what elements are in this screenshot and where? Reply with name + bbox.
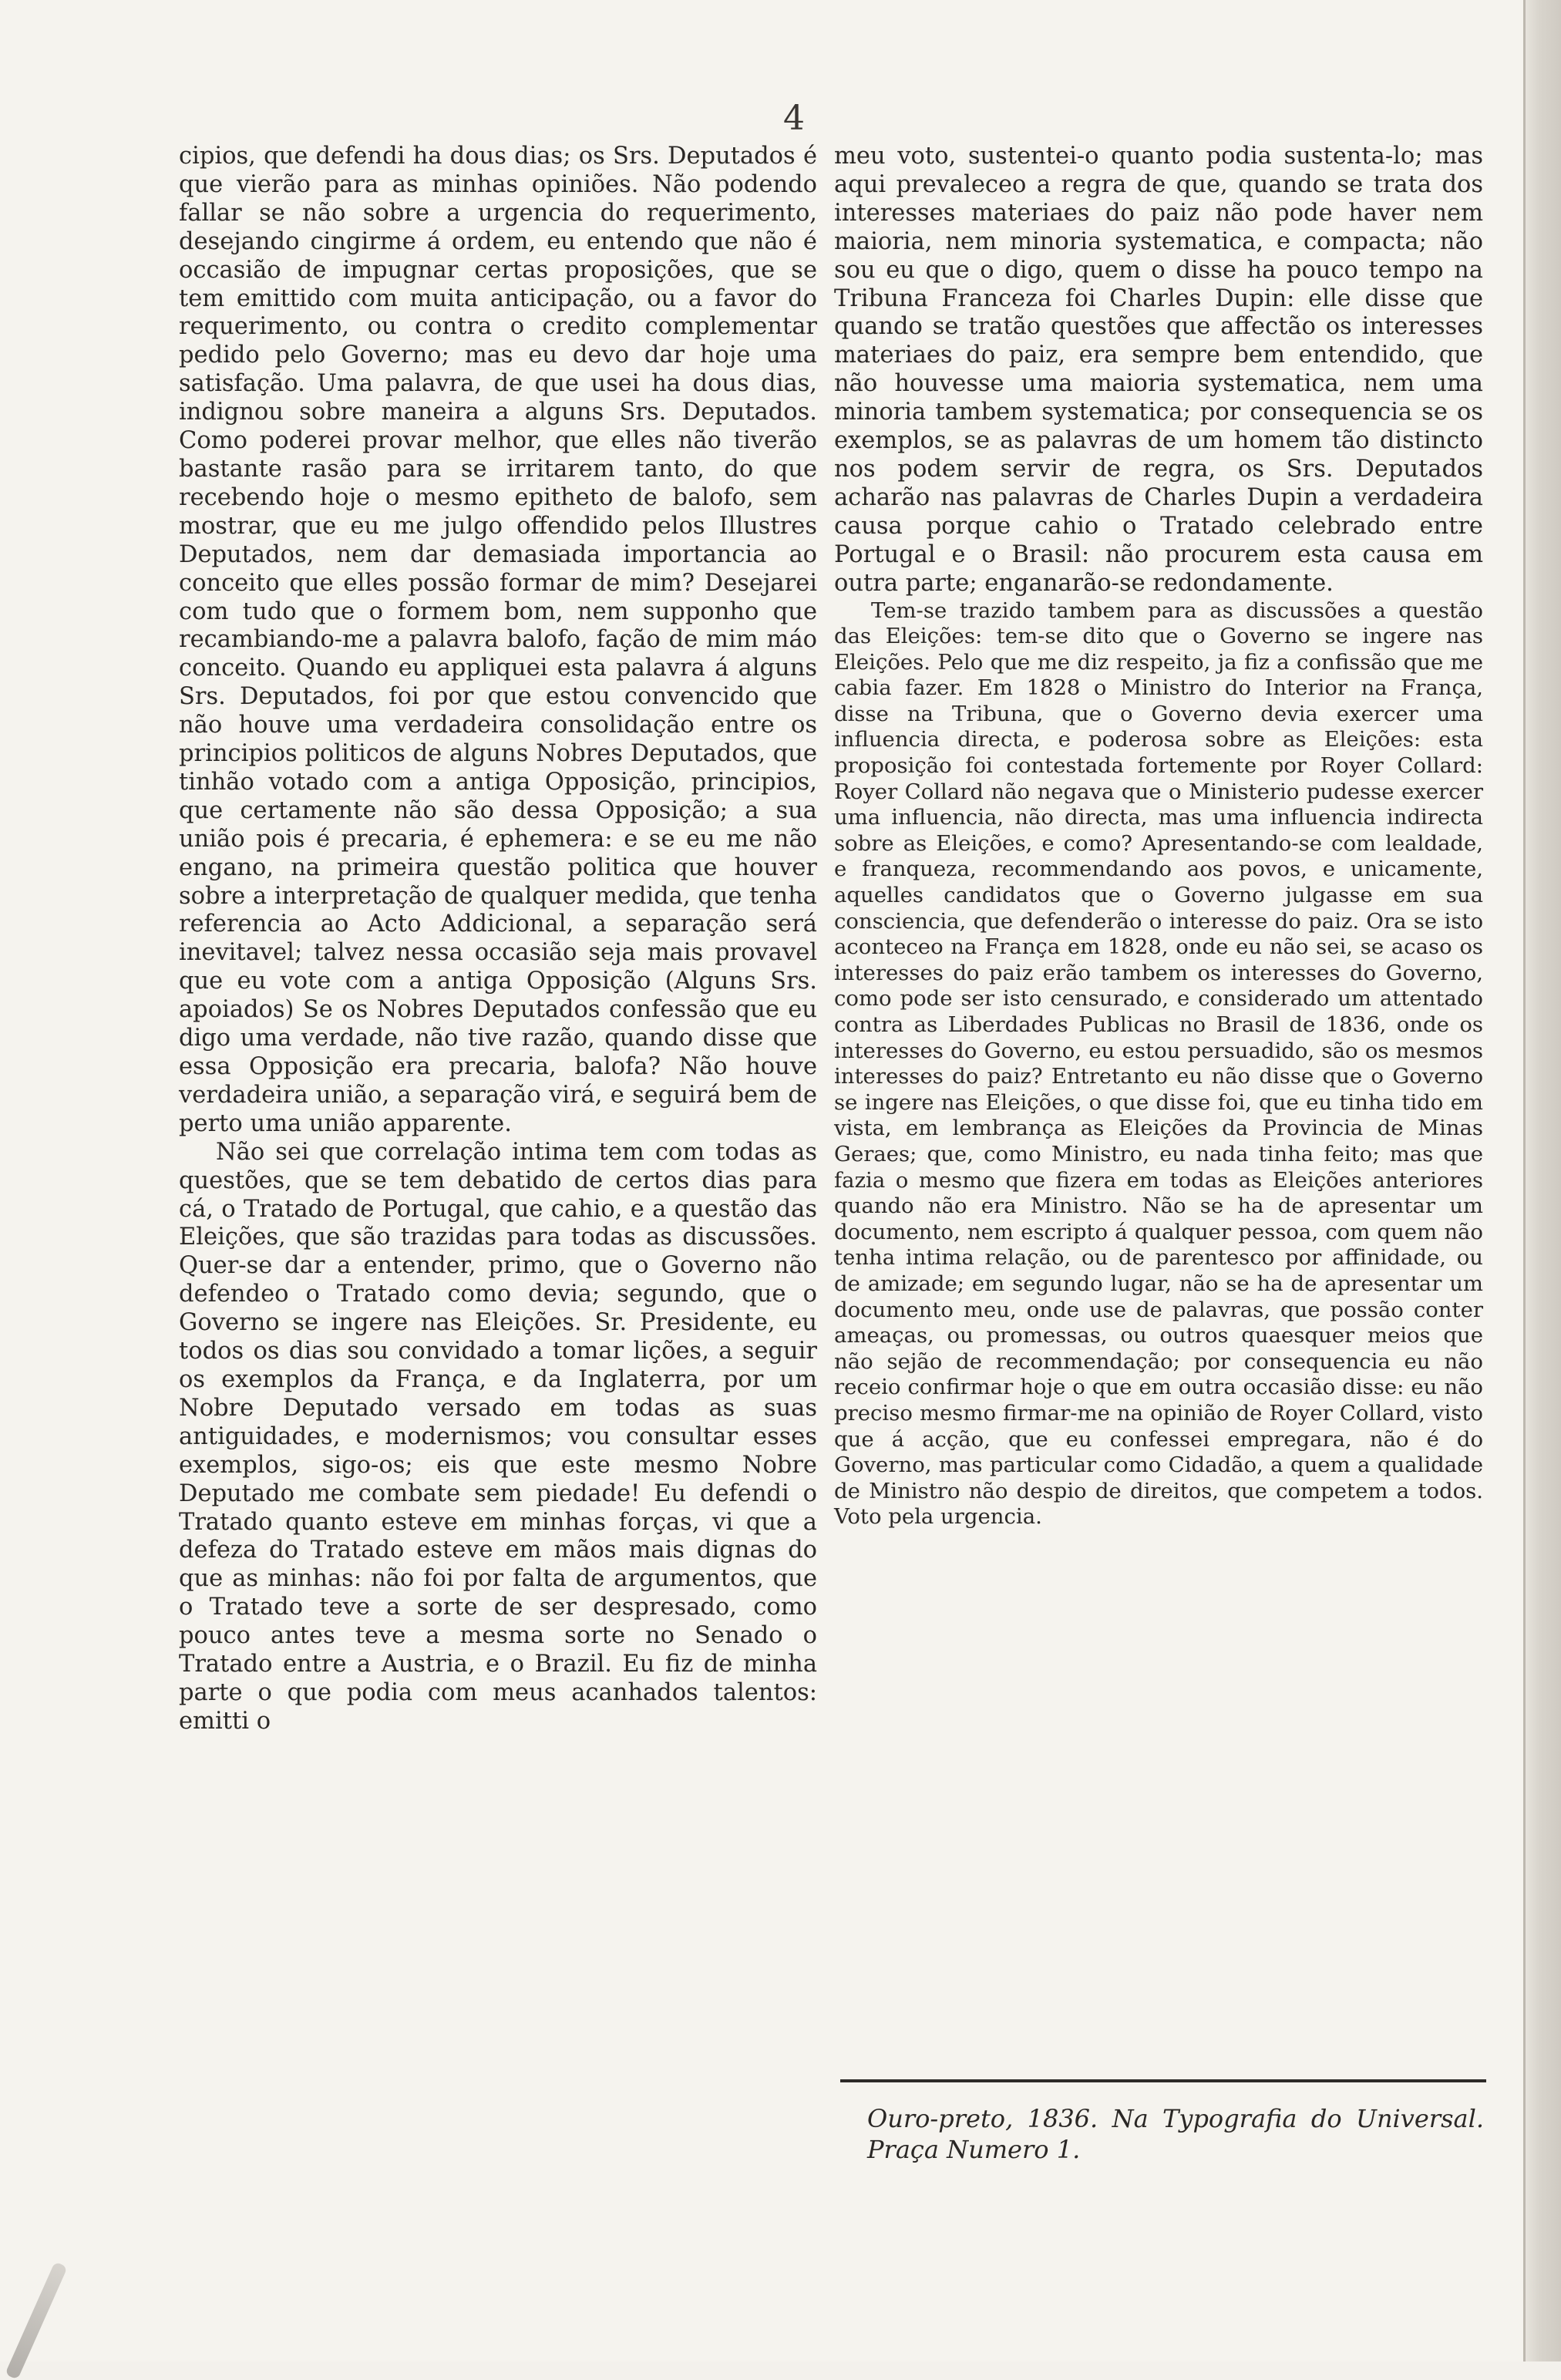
right-paragraph-1: meu voto, sustentei-o quanto podia sustenta-lo; mas aqui prevaleceo a regra de que, quando se trata dos interesses materiaes do paiz não pode haver nem maioria, nem minoria systematica, e compacta; não sou eu que o digo, quem o disse ha pouco tempo na Tribuna Franceza foi Charles Dupin: elle disse que quando se tratão questões que affectão os interesses materiaes do paiz, era sempre bem entendido, que não houvesse uma maioria systematica, nem uma minoria tambem systematica; por consequencia se os exemplos, se as palavras de um homem tão distincto nos podem servir de regra, os Srs. Deputados acharão nas palavras de Charles Dupin a verdadeira causa porque cahio o Tratado celebrado entre Portugal e o Brasil: não procurem esta causa em outra parte; enganarão-se redondamente. xyxy=(834,143,1483,597)
adjacent-page-edge xyxy=(1523,0,1561,2361)
right-paragraph-2: Tem-se trazido tambem para as discussões a questão das Eleições: tem-se dito que o Governo se ingere nas Eleições. Pelo que me diz respeito, ja fiz a confissão que me cabia fazer. Em 1828 o Ministro do Interior na França, disse na Tribuna, que o Governo devia exercer uma influencia directa, e poderosa sobre as Eleições: esta proposição foi contestada fortemente por Royer Collard: Royer Collard não negava que o Ministerio pudesse exercer uma influencia, não directa, mas uma influencia indirecta sobre as Eleições, e como? Apresentando-se com lealdade, e franqueza, recommendando aos povos, e unicamente, aquelles candidatos que o Governo julgasse em sua consciencia, que defenderão o interesse do paiz. Ora se isto aconteceo na França em 1828, onde eu não sei, se acaso os interesses do paiz erão tambem os interesses do Governo, como pode ser isto censurado, e considerado um attentado contra as Liberdades Publicas no Brasil de 1836, onde os interesses do Governo, eu estou persuadido, são os mesmos interesses do paiz? Entretanto eu não disse que o Governo se ingere nas Eleições, o que disse foi, que eu tinha tido em vista, em lembrança as Eleições da Provincia de Minas Geraes; que, como Ministro, eu nada tinha feito; mas que fazia o mesmo que fizera em todas as Eleições anteriores quando não era Ministro. Não se ha de apresentar um documento, nem escripto á qualquer pessoa, com quem não tenha intima relação, ou de parentesco por affinidade, ou de amizade; em segundo lugar, não se ha de apresentar um documento meu, onde use de palavras, que possão conter ameaças, ou promessas, ou outros quaesquer meios que não sejão de recommendação; por consequencia eu não receio confirmar hoje o que em outra occasião disse: eu não preciso mesmo firmar-me na opinião de Royer Collard, visto que á acção, que eu confessei empregara, não é do Governo, mas particular como Cidadão, a quem a qualidade de Ministro não despio de direitos, que competem a todos. Voto pela urgencia. xyxy=(834,598,1483,1530)
left-paragraph-2: Não sei que correlação intima tem com todas as questões, que se tem debatido de certos dias para cá, o Tratado de Portugal, que cahio, e a questão das Eleições, que são trazidas para todas as discussões. Quer-se dar a entender, primo, que o Governo não defendeo o Tratado como devia; segundo, que o Governo se ingere nas Eleições. Sr. Presidente, eu todos os dias sou convidado a tomar lições, a seguir os exemplos da França, e da Inglaterra, por um Nobre Deputado versado em todas as suas antiguidades, e modernismos; vou consultar esses exemplos, sigo-os; eis que este mesmo Nobre Deputado me combate sem piedade! Eu defendi o Tratado quanto esteve em minhas forças, vi que a defeza do Tratado esteve em mãos mais dignas do que as minhas: não foi por falta de argumentos, que o Tratado teve a sorte de ser despresado, como pouco antes teve a mesma sorte no Senado o Tratado entre a Austria, e o Brazil. Eu fiz de minha parte o que podia com meus acanhados talentos: emitti o xyxy=(179,1138,817,1735)
left-column xyxy=(179,143,817,1736)
left-paragraph-1: cipios, que defendi ha dous dias; os Srs. Deputados é que vierão para as minhas opiniões. Não podendo fallar se não sobre a urgencia do requerimento, desejando cingirme á ordem, eu entendo que não é occasião de impugnar certas proposições, que se tem emittido com muita anticipação, ou a favor do requerimento, ou contra o credito complementar pedido pelo Governo; mas eu devo dar hoje uma satisfação. Uma palavra, de que usei ha dous dias, indignou sobre maneira a alguns Srs. Deputados. Como poderei provar melhor, que elles não tiverão bastante rasão para se irritarem tanto, do que recebendo hoje o mesmo epitheto de balofo, sem mostrar, que eu me julgo offendido pelos Illustres Deputados, nem dar demasiada importancia ao conceito que elles possão formar de mim? Desejarei com tudo que o formem bom, nem supponho que recambiando-me a palavra balofo, fação de mim máo conceito. Quando eu appliquei esta palavra á alguns Srs. Deputados, foi por que estou convencido que não houve uma verdadeira consolidação entre os principios politicos de alguns Nobres Deputados, que tinhão votado com a antiga Opposição, principios, que certamente não são dessa Opposição; a sua união pois é precaria, é ephemera: e se eu me não engano, na primeira questão politica que houver sobre a interpretação de qualquer medida, que tenha referencia ao Acto Addicional, a separação será inevitavel; talvez nessa occasião seja mais provavel que eu vote com a antiga Opposição (Alguns Srs. apoiados) Se os Nobres Deputados confessão que eu digo uma verdade, não tive razão, quando disse que essa Opposição era precaria, balofa? Não houve verdadeira união, a separação virá, e seguirá bem de perto uma união apparente. xyxy=(179,143,817,1137)
scan-artifact xyxy=(5,2261,68,2379)
right-column xyxy=(834,143,1483,1530)
page-number: 4 xyxy=(783,99,805,138)
imprint-line: Ouro-preto, 1836. Na Typografia do Universal. Praça Numero 1. xyxy=(867,2104,1484,2164)
imprint-divider xyxy=(840,2079,1486,2082)
